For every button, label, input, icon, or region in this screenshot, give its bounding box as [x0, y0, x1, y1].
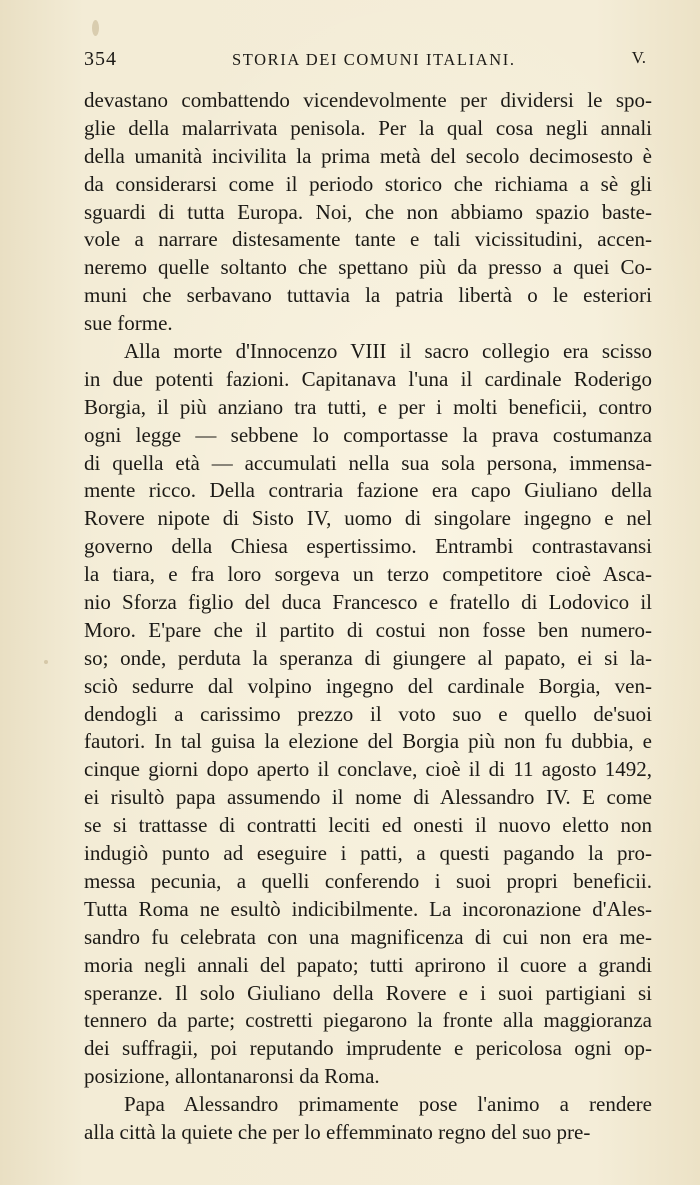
text-line: ogni legge — sebbene lo comportasse la prava costumanza	[84, 422, 652, 447]
text-line: sue forme.	[84, 311, 173, 336]
text-line: tennero da parte; costretti piegarono la fronte alla maggioranza	[84, 1008, 652, 1033]
text-line: speranze. Il solo Giuliano della Rovere e i suoi partigiani si	[84, 980, 652, 1005]
text-line: sciò sedurre dal volpino ingegno del cardinale Borgia, ven-	[84, 673, 652, 698]
text-line: Borgia, il più anziano tra tutti, e per i molti beneficii, contro	[84, 394, 652, 419]
text-line: Papa Alessandro primamente pose l'animo a rendere	[124, 1092, 652, 1117]
text-line: alla città la quiete che per lo effemminato regno del suo pre-	[84, 1119, 591, 1144]
text-line: posizione, allontanaronsi da Roma.	[84, 1064, 380, 1089]
text-line: la tiara, e fra loro sorgeva un terzo competitore cioè Asca-	[84, 562, 652, 587]
text-line: dei suffragii, poi reputando imprudente e pericolosa ogni op-	[84, 1036, 652, 1061]
text-line: della umanità incivilita la prima metà del secolo decimosesto è	[84, 143, 652, 168]
text-line: ei risultò papa assumendo il nome di Alessandro IV. E come	[84, 785, 652, 810]
text-line: so; onde, perduta la speranza di giungere al papato, ei si la-	[84, 645, 652, 670]
text-line: glie della malarrivata penisola. Per la qual cosa negli annali	[84, 115, 652, 140]
text-line: Moro. E'pare che il partito di costui non fosse ben numero-	[84, 617, 652, 642]
ink-stain	[92, 20, 99, 36]
text-line: devastano combattendo vicendevolmente per dividersi le spo-	[84, 88, 652, 112]
paragraph	[84, 338, 652, 1091]
text-line: di quella età — accumulati nella sua sola persona, immensa-	[84, 450, 652, 475]
text-line: muni che serbavano tuttavia la patria libertà o le esteriori	[84, 283, 652, 308]
running-head	[84, 48, 654, 74]
text-line: da considerarsi come il periodo storico che richiama a sè gli	[84, 171, 652, 196]
body-text	[84, 87, 652, 1147]
text-line: sguardi di tutta Europa. Noi, che non abbiamo spazio baste-	[84, 199, 652, 224]
text-line: messa pecunia, a quelli conferendo i suoi propri beneficii.	[84, 868, 652, 893]
text-line: vole a narrare distesamente tante e tali vicissitudini, accen-	[84, 227, 652, 252]
marginal-mark: V.	[631, 48, 646, 67]
paragraph	[84, 87, 652, 338]
page-number: 354	[84, 48, 117, 70]
paper-speck	[44, 660, 48, 664]
text-line: cinque giorni dopo aperto il conclave, cioè il di 11 agosto 1492,	[84, 757, 652, 782]
running-title: STORIA DEI COMUNI ITALIANI.	[232, 50, 516, 69]
text-line: Rovere nipote di Sisto IV, uomo di singolare ingegno e nel	[84, 506, 652, 531]
text-line: nio Sforza figlio del duca Francesco e fratello di Lodovico il	[84, 590, 652, 615]
text-line: moria negli annali del papato; tutti aprirono il cuore a grandi	[84, 952, 652, 977]
text-line: dendogli a carissimo prezzo il voto suo e quello de'suoi	[84, 701, 652, 726]
text-line: indugiò punto ad eseguire i patti, a questi pagando la pro-	[84, 841, 652, 866]
text-line: mente ricco. Della contraria fazione era capo Giuliano della	[84, 478, 652, 503]
text-line: in due potenti fazioni. Capitanava l'una il cardinale Roderigo	[84, 366, 652, 391]
text-line: Alla morte d'Innocenzo VIII il sacro collegio era scisso	[124, 339, 652, 364]
text-line: se si trattasse di contratti leciti ed onesti il nuovo eletto non	[84, 813, 652, 838]
text-line: governo della Chiesa espertissimo. Entrambi contrastavansi	[84, 534, 652, 559]
text-line: sandro fu celebrata con una magnificenza di cui non era me-	[84, 924, 652, 949]
text-line: Tutta Roma ne esultò indicibilmente. La incoronazione d'Ales-	[84, 896, 652, 921]
paragraph	[84, 1091, 652, 1147]
text-line: neremo quelle soltanto che spettano più da presso a quei Co-	[84, 255, 652, 280]
text-line: fautori. In tal guisa la elezione del Borgia più non fu dubbia, e	[84, 729, 652, 754]
